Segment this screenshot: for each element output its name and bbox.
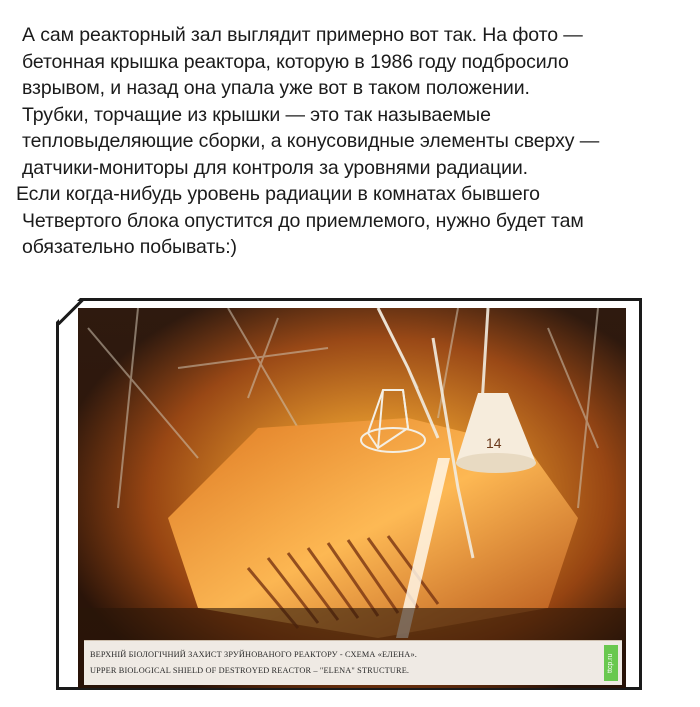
photo-caption-plate: [84, 640, 622, 685]
caption-line-7: Если когда-нибудь уровень радиации в комнатах бывшего: [16, 183, 540, 205]
caption-line-6: датчики-мониторы для контроля за уровнями радиации.: [22, 156, 528, 179]
reactor-photo: [78, 308, 626, 688]
reactor-photo-illustration: [78, 308, 626, 688]
caption-line-2: бетонная крышка реактора, которую в 1986 году подбросило: [22, 50, 569, 73]
plate-caption-english: UPPER BIOLOGICAL SHIELD OF DESTROYED REACTOR – "ELENA" STRUCTURE.: [90, 666, 410, 675]
caption-line-9: обязательно побывать:): [22, 236, 237, 258]
article-caption: [16, 22, 682, 261]
cone-number: 14: [486, 435, 502, 451]
caption-line-3: взрывом, и назад она упала уже вот в таком положении.: [22, 77, 530, 99]
site-watermark-badge: ttcp.ru: [604, 645, 618, 681]
caption-line-5: тепловыделяющие сборки, а конусовидные элементы сверху —: [22, 130, 600, 152]
caption-line-1: А сам реакторный зал выглядит примерно вот так. На фото —: [22, 24, 583, 46]
plate-caption-ukrainian: ВЕРХНІЙ БІОЛОГІЧНИЙ ЗАХИСТ ЗРУЙНОВАНОГО РЕАКТОРУ - СХЕМА «ЕЛЕНА».: [90, 650, 417, 659]
caption-line-8: Четвертого блока опустится до приемлемого, нужно будет там: [22, 209, 584, 232]
caption-line-4: Трубки, торчащие из крышки — это так называемые: [22, 103, 491, 126]
